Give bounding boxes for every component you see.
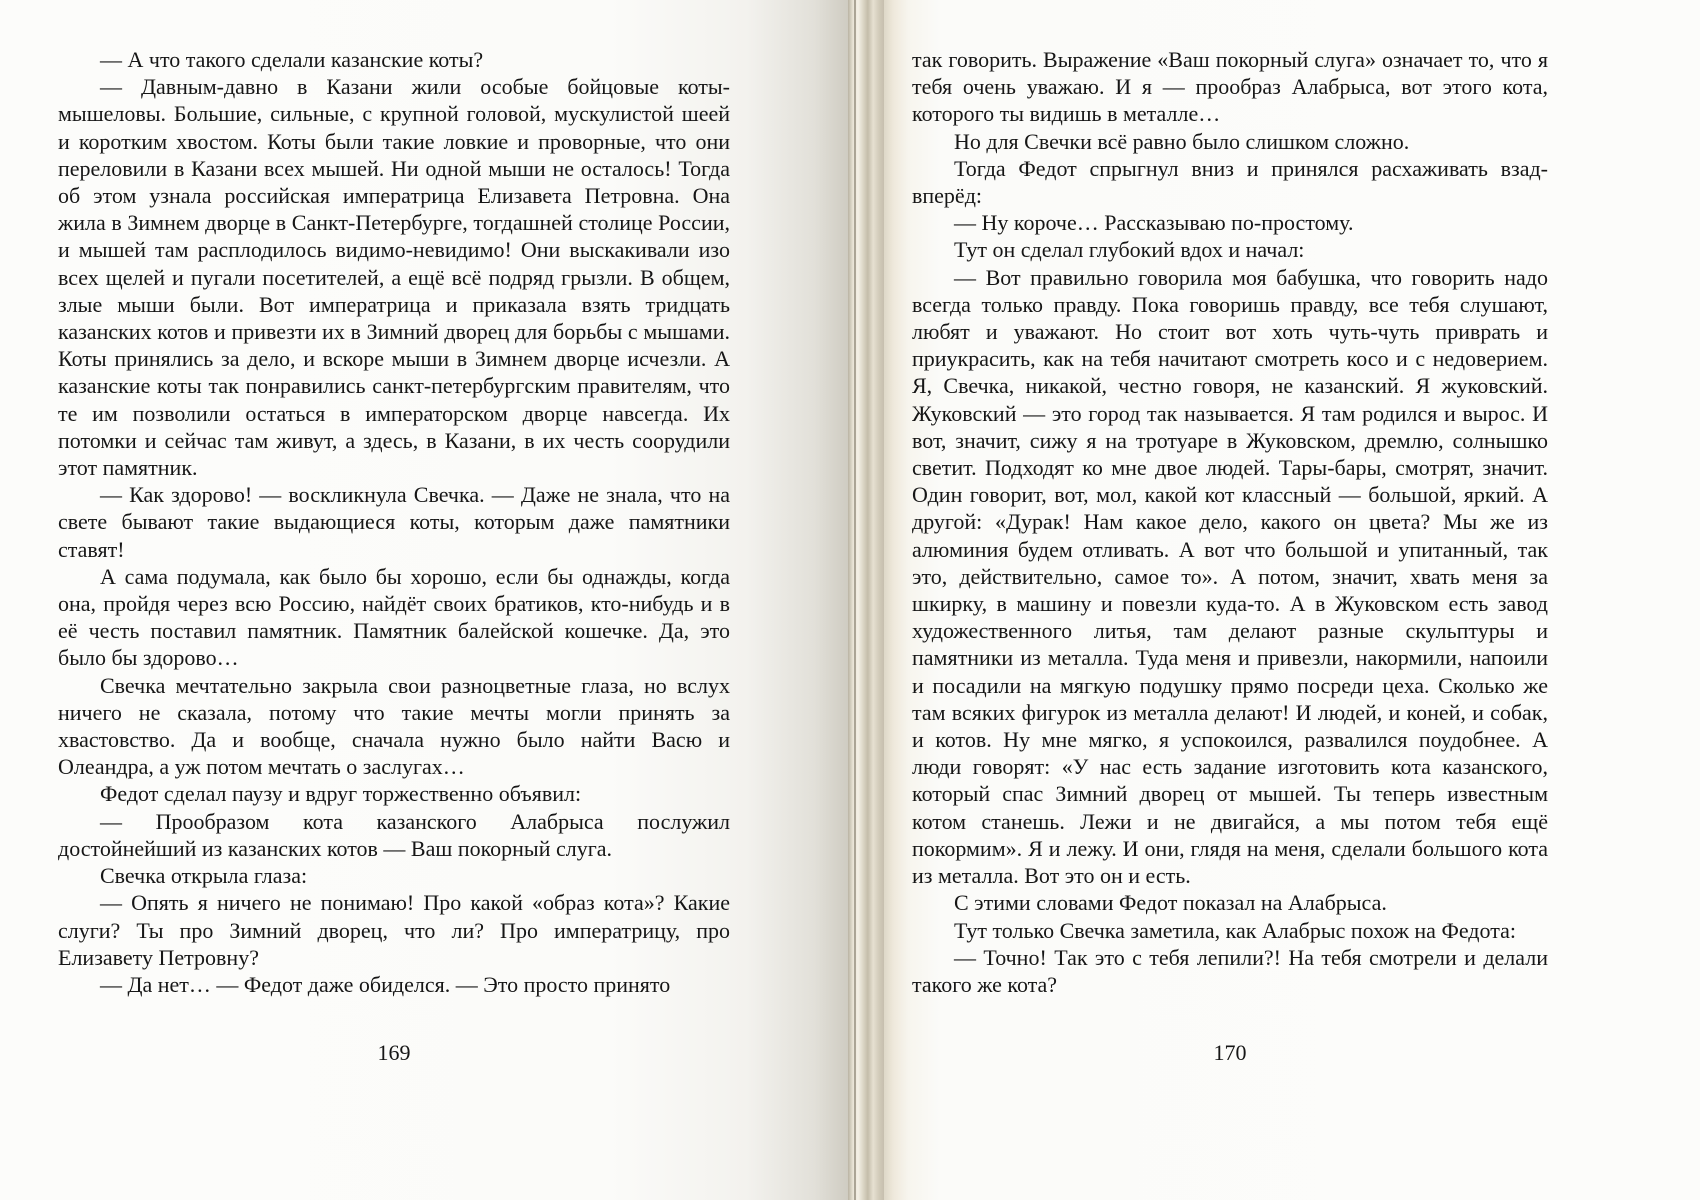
- paragraph: А сама подумала, как было бы хорошо, если бы однажды, когда она, пройдя через всю Россию, найдёт своих братиков, кто-нибудь и в её честь поставил памятник. Памятник балейской кошечке. Да, это было бы здорово…: [58, 563, 730, 671]
- paragraph: — Как здорово! — воскликнула Свечка. — Даже не знала, что на свете бывают такие выдающиеся коты, которым даже памятники ставят!: [58, 482, 730, 562]
- paragraph: — Давным-давно в Казани жили особые бойцовые коты-мышеловы. Большие, сильные, с крупной головой, мускулистой шеей и коротким хвостом. Коты были такие ловкие и проворные, что они переловили в Казани всех мышей. Ни одной мыши не осталось! Тогда об этом узнала российская императрица Елизавета Петровна. Она жила в Зимнем дворце в Санкт-Петербурге, тогдашней столице России, и мышей там расплодилось видимо-невидимо! Они выскакивали изо всех щелей и пугали посетителей, а ещё всё подряд грызли. В общем, злые мыши были. Вот императрица и приказала взять тридцать казанских котов и привезти их в Зимний дворец для борьбы с мышами. Коты принялись за дело, и вскоре мыши в Зимнем дворце исчезли. А казанские коты так понравились санкт-петербургским правителям, что те им позволили остаться в императорском дворце навсегда. Их потомки и сейчас там живут, а здесь, в Казани, в их честь соорудили этот памятник.: [58, 74, 730, 481]
- page-left-number: 169: [377, 1040, 411, 1065]
- paragraph: — Прообразом кота казанского Алабрыса послужил достойнейший из казанских котов — Ваш покорный слуга.: [58, 808, 730, 861]
- paragraph: Тут он сделал глубокий вдох и начал:: [954, 237, 1305, 263]
- page-left-text: [58, 46, 730, 998]
- paragraph: так говорить. Выражение «Ваш покорный слуга» означает то, что я тебя очень уважаю. И я — прообраз Алабрыса, вот этого кота, которого ты видишь в металле…: [912, 47, 1548, 127]
- page-right-number: 170: [1213, 1040, 1247, 1065]
- paragraph: — Вот правильно говорила моя бабушка, что говорить надо всегда только правду. Пока говоришь правду, все тебя слушают, любят и уважают. Но стоит вот хоть чуть-чуть приврать и приукрасить, как на тебя начитают смотреть косо и с недоверием. Я, Свечка, никакой, честно говоря, не казанский. Я жуковский. Жуковский — это город так называется. Я там родился и вырос. И вот, значит, сижу я на тротуаре в Жуковском, дремлю, солнышко светит. Подходят ко мне двое людей. Тары-бары, смотрят, значит. Один говорит, вот, мол, какой кот классный — большой, яркий. А другой: «Дурак! Нам какое дело, какого он цвета? Мы же из алюминия будем отливать. А вот что большой и упитанный, так это, действительно, самое то». А потом, значит, хвать меня за шкирку, в машину и повезли куда-то. А в Жуковском есть завод художественного литья, там делают разные скульптуры и памятники из металла. Туда меня и привезли, накормили, напоили и посадили на мягкую подушку прямо посреди цеха. Сколько же там всяких фигурок из металла делают! И людей, и коней, и собак, и котов. Ну мне мягко, я успокоился, развалился поудобнее. А люди говорят: «У нас есть задание изготовить кота казанского, который спас Зимний дворец от мышей. Ты теперь известным котом станешь. Лежи и не двигайся, а мы потом тебя ещё покормим». Я и лежу. И они, глядя на меня, сделали большого кота из металла. Вот это он и есть.: [912, 264, 1548, 889]
- book-spine-gutter: [848, 0, 884, 1200]
- paragraph: — Опять я ничего не понимаю! Про какой «образ кота»? Какие слуги? Ты про Зимний дворец, что ли? Про императрицу, про Елизавету Петровну?: [58, 890, 730, 970]
- paragraph: Свечка мечтательно закрыла свои разноцветные глаза, но вслух ничего не сказала, потому что такие мечты могли принять за хвастовство. Да и вообще, сначала нужно было найти Васю и Олеандра, а уж потом мечтать о заслугах…: [58, 672, 730, 780]
- paragraph: Но для Свечки всё равно было слишком сложно.: [954, 128, 1410, 154]
- paragraph: Федот сделал паузу и вдруг торжественно объявил:: [100, 781, 582, 807]
- page-right: [884, 0, 1700, 1200]
- paragraph: — Точно! Так это с тебя лепили?! На тебя смотрели и делали такого же кота?: [912, 944, 1548, 997]
- spine-crease-line: [854, 0, 856, 1200]
- paragraph: Тогда Федот спрыгнул вниз и принялся расхаживать взад-вперёд:: [912, 155, 1548, 209]
- paragraph: Тут только Свечка заметила, как Алабрыс похож на Федота:: [954, 917, 1516, 943]
- paragraph: — Да нет… — Федот даже обиделся. — Это просто принято: [100, 971, 671, 997]
- page-right-text: [912, 46, 1548, 998]
- page-left: [0, 0, 848, 1200]
- paragraph: — Ну короче… Рассказываю по-простому.: [954, 210, 1354, 236]
- paragraph: Свечка открыла глаза:: [100, 863, 308, 889]
- paragraph: С этими словами Федот показал на Алабрыса.: [954, 890, 1387, 916]
- paragraph: — А что такого сделали казанские коты?: [100, 47, 484, 72]
